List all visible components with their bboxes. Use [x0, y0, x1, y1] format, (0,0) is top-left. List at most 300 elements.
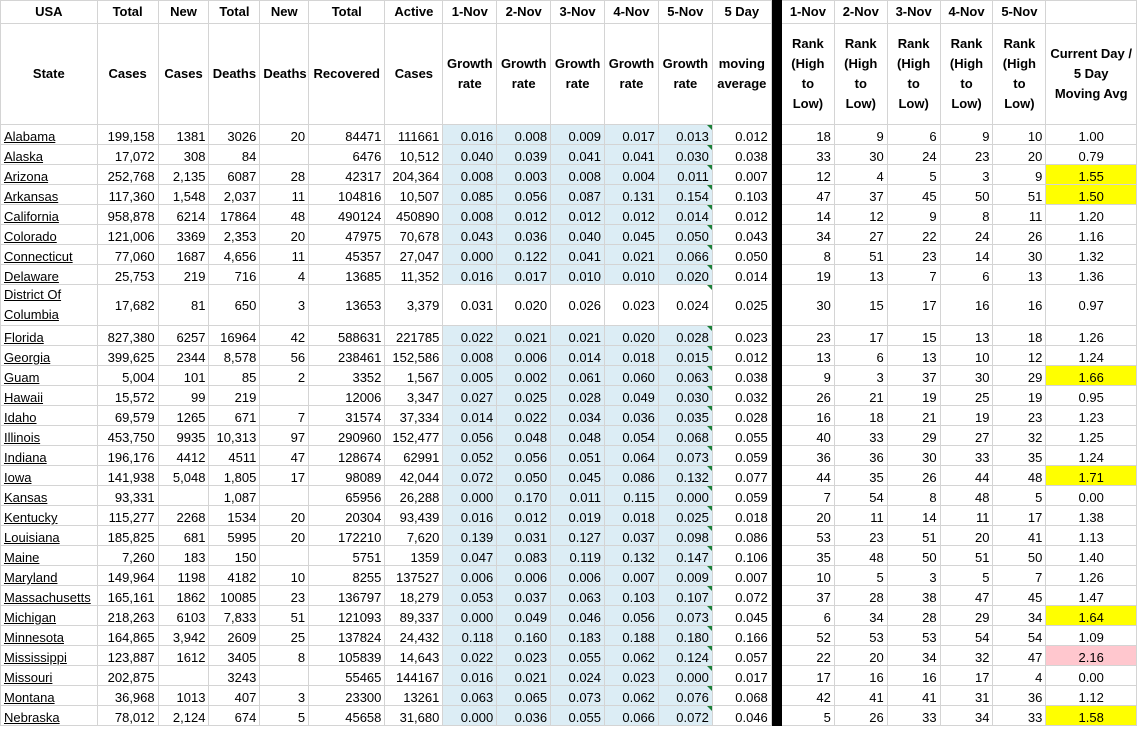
growth-rate-cell: 0.160 [497, 626, 551, 646]
rank-cell: 11 [940, 506, 993, 526]
growth-rate-cell: 0.021 [605, 245, 659, 265]
ratio-cell: 1.24 [1046, 446, 1137, 466]
rank-cell: 14 [887, 506, 940, 526]
growth-rate-cell: 0.072 [443, 466, 497, 486]
moving-average-cell: 0.007 [712, 566, 771, 586]
moving-average-cell: 0.023 [712, 326, 771, 346]
state-link[interactable]: Delaware [1, 265, 98, 285]
column-header: 2-Nov [834, 1, 887, 24]
growth-rate-cell: 0.004 [605, 165, 659, 185]
active-cases-cell: 450890 [385, 205, 443, 225]
rank-cell: 19 [940, 406, 993, 426]
growth-rate-cell: 0.046 [551, 606, 605, 626]
total-deaths-cell: 671 [209, 406, 260, 426]
active-cases-cell: 152,586 [385, 346, 443, 366]
rank-cell: 5 [887, 165, 940, 185]
total-deaths-cell: 3243 [209, 666, 260, 686]
state-link[interactable]: Montana [1, 686, 98, 706]
rank-cell: 12 [781, 165, 834, 185]
state-link[interactable]: Connecticut [1, 245, 98, 265]
new-cases-cell: 681 [158, 526, 209, 546]
state-link[interactable]: Maryland [1, 566, 98, 586]
growth-rate-cell: 0.055 [551, 646, 605, 666]
ratio-cell: 1.50 [1046, 185, 1137, 205]
growth-rate-cell: 0.127 [551, 526, 605, 546]
new-cases-cell: 101 [158, 366, 209, 386]
state-link[interactable]: Colorado [1, 225, 98, 245]
ratio-cell: 1.23 [1046, 406, 1137, 426]
column-header: Cases [158, 24, 209, 125]
growth-rate-cell: 0.086 [605, 466, 659, 486]
rank-cell: 17 [781, 666, 834, 686]
column-header: 1-Nov [443, 1, 497, 24]
growth-rate-cell: 0.017 [497, 265, 551, 285]
state-link[interactable]: Kentucky [1, 506, 98, 526]
growth-rate-cell: 0.026 [551, 285, 605, 326]
growth-rate-cell: 0.000 [658, 486, 712, 506]
column-separator [771, 706, 781, 726]
recovered-cell: 5751 [309, 546, 385, 566]
total-deaths-cell: 1534 [209, 506, 260, 526]
rank-cell: 7 [887, 265, 940, 285]
rank-cell: 41 [993, 526, 1046, 546]
column-header: Growth rate [658, 24, 712, 125]
column-header: 4-Nov [940, 1, 993, 24]
active-cases-cell: 13261 [385, 686, 443, 706]
column-separator [771, 346, 781, 366]
ratio-cell: 0.97 [1046, 285, 1137, 326]
moving-average-cell: 0.032 [712, 386, 771, 406]
ratio-cell: 1.40 [1046, 546, 1137, 566]
ratio-cell: 0.79 [1046, 145, 1137, 165]
total-deaths-cell: 10085 [209, 586, 260, 606]
growth-rate-cell: 0.011 [658, 165, 712, 185]
new-deaths-cell: 5 [260, 706, 309, 726]
column-header: Growth rate [551, 24, 605, 125]
rank-cell: 22 [887, 225, 940, 245]
new-deaths-cell: 3 [260, 686, 309, 706]
growth-rate-cell: 0.031 [443, 285, 497, 326]
growth-rate-cell: 0.008 [551, 165, 605, 185]
column-header: State [1, 24, 98, 125]
rank-cell: 3 [834, 366, 887, 386]
rank-cell: 10 [993, 125, 1046, 145]
column-header: Growth rate [497, 24, 551, 125]
new-deaths-cell: 28 [260, 165, 309, 185]
growth-rate-cell: 0.008 [443, 346, 497, 366]
column-separator [771, 125, 781, 145]
recovered-cell: 45658 [309, 706, 385, 726]
total-cases-cell: 93,331 [97, 486, 158, 506]
rank-cell: 8 [887, 486, 940, 506]
active-cases-cell: 14,643 [385, 646, 443, 666]
state-link[interactable]: District Of Columbia [1, 285, 98, 326]
total-deaths-cell: 7,833 [209, 606, 260, 626]
recovered-cell: 98089 [309, 466, 385, 486]
state-link[interactable]: Minnesota [1, 626, 98, 646]
rank-cell: 53 [887, 626, 940, 646]
rank-cell: 4 [993, 666, 1046, 686]
rank-cell: 19 [887, 386, 940, 406]
ratio-cell: 1.47 [1046, 586, 1137, 606]
column-header: Deaths [209, 24, 260, 125]
growth-rate-cell: 0.061 [551, 366, 605, 386]
rank-cell: 16 [940, 285, 993, 326]
state-link[interactable]: Alaska [1, 145, 98, 165]
recovered-cell: 42317 [309, 165, 385, 185]
growth-rate-cell: 0.014 [443, 406, 497, 426]
growth-rate-cell: 0.045 [551, 466, 605, 486]
column-separator [771, 506, 781, 526]
active-cases-cell: 204,364 [385, 165, 443, 185]
growth-rate-cell: 0.056 [443, 426, 497, 446]
rank-cell: 34 [993, 606, 1046, 626]
rank-cell: 3 [940, 165, 993, 185]
new-cases-cell: 4412 [158, 446, 209, 466]
table-row [1, 346, 1137, 366]
rank-cell: 7 [993, 566, 1046, 586]
growth-rate-cell: 0.000 [443, 245, 497, 265]
new-deaths-cell [260, 546, 309, 566]
new-cases-cell: 1612 [158, 646, 209, 666]
rank-cell: 45 [887, 185, 940, 205]
state-link[interactable]: Guam [1, 366, 98, 386]
active-cases-cell: 144167 [385, 666, 443, 686]
recovered-cell: 137824 [309, 626, 385, 646]
ratio-cell: 1.26 [1046, 566, 1137, 586]
ratio-cell: 2.16 [1046, 646, 1137, 666]
total-cases-cell: 164,865 [97, 626, 158, 646]
recovered-cell: 12006 [309, 386, 385, 406]
growth-rate-cell: 0.018 [605, 346, 659, 366]
moving-average-cell: 0.068 [712, 686, 771, 706]
recovered-cell: 84471 [309, 125, 385, 145]
total-cases-cell: 78,012 [97, 706, 158, 726]
rank-cell: 23 [887, 245, 940, 265]
recovered-cell: 13685 [309, 265, 385, 285]
moving-average-cell: 0.106 [712, 546, 771, 566]
rank-cell: 15 [834, 285, 887, 326]
new-cases-cell: 183 [158, 546, 209, 566]
total-cases-cell: 453,750 [97, 426, 158, 446]
rank-cell: 34 [887, 646, 940, 666]
total-deaths-cell: 650 [209, 285, 260, 326]
total-cases-cell: 399,625 [97, 346, 158, 366]
table-body [1, 125, 1137, 726]
rank-cell: 16 [993, 285, 1046, 326]
growth-rate-cell: 0.020 [658, 265, 712, 285]
growth-rate-cell: 0.027 [443, 386, 497, 406]
rank-cell: 13 [781, 346, 834, 366]
rank-cell: 17 [834, 326, 887, 346]
total-deaths-cell: 84 [209, 145, 260, 165]
rank-cell: 54 [834, 486, 887, 506]
new-deaths-cell: 11 [260, 185, 309, 205]
growth-rate-cell: 0.115 [605, 486, 659, 506]
column-header [1046, 1, 1137, 24]
growth-rate-cell: 0.009 [551, 125, 605, 145]
table-row [1, 265, 1137, 285]
column-header: Active [385, 1, 443, 24]
active-cases-cell: 37,334 [385, 406, 443, 426]
growth-rate-cell: 0.053 [443, 586, 497, 606]
moving-average-cell: 0.018 [712, 506, 771, 526]
rank-cell: 42 [781, 686, 834, 706]
growth-rate-cell: 0.073 [551, 686, 605, 706]
moving-average-cell: 0.050 [712, 245, 771, 265]
growth-rate-cell: 0.118 [443, 626, 497, 646]
growth-rate-cell: 0.050 [658, 225, 712, 245]
growth-rate-cell: 0.018 [605, 506, 659, 526]
state-link[interactable]: Maine [1, 546, 98, 566]
total-cases-cell: 958,878 [97, 205, 158, 225]
total-deaths-cell: 2,037 [209, 185, 260, 205]
growth-rate-cell: 0.034 [551, 406, 605, 426]
total-cases-cell: 25,753 [97, 265, 158, 285]
growth-rate-cell: 0.021 [497, 666, 551, 686]
table-row [1, 466, 1137, 486]
rank-cell: 21 [887, 406, 940, 426]
rank-cell: 51 [993, 185, 1046, 205]
total-cases-cell: 36,968 [97, 686, 158, 706]
column-separator [771, 646, 781, 666]
growth-rate-cell: 0.048 [497, 426, 551, 446]
rank-cell: 31 [940, 686, 993, 706]
column-header: 5-Nov [658, 1, 712, 24]
rank-cell: 47 [940, 586, 993, 606]
rank-cell: 48 [940, 486, 993, 506]
state-link[interactable]: Louisiana [1, 526, 98, 546]
state-link[interactable]: Michigan [1, 606, 98, 626]
new-deaths-cell: 23 [260, 586, 309, 606]
column-separator [771, 386, 781, 406]
total-cases-cell: 7,260 [97, 546, 158, 566]
rank-cell: 13 [993, 265, 1046, 285]
state-link[interactable]: Alabama [1, 125, 98, 145]
growth-rate-cell: 0.006 [497, 566, 551, 586]
new-cases-cell: 99 [158, 386, 209, 406]
new-deaths-cell: 47 [260, 446, 309, 466]
rank-cell: 36 [781, 446, 834, 466]
table-row [1, 185, 1137, 205]
state-link[interactable]: California [1, 205, 98, 225]
rank-cell: 17 [887, 285, 940, 326]
recovered-cell: 13653 [309, 285, 385, 326]
new-cases-cell: 1265 [158, 406, 209, 426]
state-link[interactable]: Hawaii [1, 386, 98, 406]
ratio-cell: 1.20 [1046, 205, 1137, 225]
table-row [1, 526, 1137, 546]
column-separator [771, 24, 781, 125]
new-deaths-cell [260, 386, 309, 406]
growth-rate-cell: 0.028 [658, 326, 712, 346]
table-row [1, 706, 1137, 726]
growth-rate-cell: 0.006 [551, 566, 605, 586]
growth-rate-cell: 0.008 [443, 205, 497, 225]
new-cases-cell: 1687 [158, 245, 209, 265]
moving-average-cell: 0.038 [712, 366, 771, 386]
active-cases-cell: 70,678 [385, 225, 443, 245]
total-cases-cell: 196,176 [97, 446, 158, 466]
new-deaths-cell: 11 [260, 245, 309, 265]
column-header: moving average [712, 24, 771, 125]
column-header: Rank (High to Low) [781, 24, 834, 125]
new-cases-cell: 1862 [158, 586, 209, 606]
column-separator [771, 285, 781, 326]
moving-average-cell: 0.025 [712, 285, 771, 326]
growth-rate-cell: 0.036 [497, 225, 551, 245]
new-cases-cell: 81 [158, 285, 209, 326]
rank-cell: 18 [781, 125, 834, 145]
state-link[interactable]: Illinois [1, 426, 98, 446]
column-separator [771, 446, 781, 466]
growth-rate-cell: 0.087 [551, 185, 605, 205]
active-cases-cell: 1,567 [385, 366, 443, 386]
moving-average-cell: 0.077 [712, 466, 771, 486]
rank-cell: 22 [781, 646, 834, 666]
rank-cell: 51 [940, 546, 993, 566]
column-separator [771, 265, 781, 285]
column-header: Rank (High to Low) [940, 24, 993, 125]
rank-cell: 48 [993, 466, 1046, 486]
rank-cell: 20 [993, 145, 1046, 165]
rank-cell: 7 [781, 486, 834, 506]
moving-average-cell: 0.086 [712, 526, 771, 546]
new-deaths-cell [260, 666, 309, 686]
rank-cell: 18 [993, 326, 1046, 346]
total-deaths-cell: 85 [209, 366, 260, 386]
state-link[interactable]: Mississippi [1, 646, 98, 666]
active-cases-cell: 111661 [385, 125, 443, 145]
growth-rate-cell: 0.063 [551, 586, 605, 606]
recovered-cell: 31574 [309, 406, 385, 426]
rank-cell: 29 [887, 426, 940, 446]
rank-cell: 17 [940, 666, 993, 686]
state-link[interactable]: Nebraska [1, 706, 98, 726]
column-header: 2-Nov [497, 1, 551, 24]
growth-rate-cell: 0.063 [443, 686, 497, 706]
rank-cell: 54 [940, 626, 993, 646]
recovered-cell: 105839 [309, 646, 385, 666]
growth-rate-cell: 0.183 [551, 626, 605, 646]
growth-rate-cell: 0.016 [443, 125, 497, 145]
growth-rate-cell: 0.055 [551, 706, 605, 726]
moving-average-cell: 0.043 [712, 225, 771, 245]
rank-cell: 28 [887, 606, 940, 626]
growth-rate-cell: 0.049 [605, 386, 659, 406]
rank-cell: 14 [781, 205, 834, 225]
state-link[interactable]: Iowa [1, 466, 98, 486]
rank-cell: 9 [940, 125, 993, 145]
growth-rate-cell: 0.119 [551, 546, 605, 566]
growth-rate-cell: 0.020 [605, 326, 659, 346]
new-cases-cell [158, 486, 209, 506]
growth-rate-cell: 0.066 [658, 245, 712, 265]
new-cases-cell: 2,124 [158, 706, 209, 726]
new-deaths-cell: 2 [260, 366, 309, 386]
growth-rate-cell: 0.040 [443, 145, 497, 165]
active-cases-cell: 10,512 [385, 145, 443, 165]
growth-rate-cell: 0.020 [497, 285, 551, 326]
new-cases-cell: 9935 [158, 426, 209, 446]
moving-average-cell: 0.057 [712, 646, 771, 666]
ratio-cell: 1.13 [1046, 526, 1137, 546]
rank-cell: 37 [887, 366, 940, 386]
rank-cell: 11 [834, 506, 887, 526]
growth-rate-cell: 0.005 [443, 366, 497, 386]
rank-cell: 35 [993, 446, 1046, 466]
rank-cell: 5 [781, 706, 834, 726]
rank-cell: 54 [993, 626, 1046, 646]
rank-cell: 33 [993, 706, 1046, 726]
rank-cell: 23 [834, 526, 887, 546]
growth-rate-cell: 0.064 [605, 446, 659, 466]
rank-cell: 21 [834, 386, 887, 406]
growth-rate-cell: 0.023 [605, 666, 659, 686]
column-separator [771, 486, 781, 506]
growth-rate-cell: 0.039 [497, 145, 551, 165]
state-link[interactable]: Idaho [1, 406, 98, 426]
ratio-cell: 1.26 [1046, 326, 1137, 346]
growth-rate-cell: 0.154 [658, 185, 712, 205]
new-deaths-cell: 7 [260, 406, 309, 426]
rank-cell: 35 [781, 546, 834, 566]
state-link[interactable]: Georgia [1, 346, 98, 366]
state-link[interactable]: Massachusetts [1, 586, 98, 606]
column-header: 3-Nov [887, 1, 940, 24]
growth-rate-cell: 0.007 [605, 566, 659, 586]
rank-cell: 16 [887, 666, 940, 686]
rank-cell: 50 [887, 546, 940, 566]
total-deaths-cell: 219 [209, 386, 260, 406]
growth-rate-cell: 0.036 [497, 706, 551, 726]
ratio-cell: 1.12 [1046, 686, 1137, 706]
active-cases-cell: 3,347 [385, 386, 443, 406]
column-separator [771, 606, 781, 626]
state-link[interactable]: Indiana [1, 446, 98, 466]
state-link[interactable]: Florida [1, 326, 98, 346]
total-deaths-cell: 4,656 [209, 245, 260, 265]
table-row [1, 125, 1137, 145]
column-header: 1-Nov [781, 1, 834, 24]
active-cases-cell: 137527 [385, 566, 443, 586]
state-link[interactable]: Arizona [1, 165, 98, 185]
active-cases-cell: 18,279 [385, 586, 443, 606]
total-cases-cell: 115,277 [97, 506, 158, 526]
rank-cell: 11 [993, 205, 1046, 225]
state-link[interactable]: Missouri [1, 666, 98, 686]
ratio-cell: 0.00 [1046, 666, 1137, 686]
active-cases-cell: 11,352 [385, 265, 443, 285]
rank-cell: 6 [781, 606, 834, 626]
ratio-cell: 1.64 [1046, 606, 1137, 626]
rank-cell: 40 [781, 426, 834, 446]
growth-rate-cell: 0.000 [443, 606, 497, 626]
active-cases-cell: 89,337 [385, 606, 443, 626]
table-row [1, 386, 1137, 406]
state-link[interactable]: Kansas [1, 486, 98, 506]
rank-cell: 51 [834, 245, 887, 265]
rank-cell: 12 [993, 346, 1046, 366]
new-cases-cell: 1013 [158, 686, 209, 706]
new-deaths-cell: 17 [260, 466, 309, 486]
rank-cell: 33 [940, 446, 993, 466]
rank-cell: 36 [834, 446, 887, 466]
state-link[interactable]: Arkansas [1, 185, 98, 205]
growth-rate-cell: 0.066 [605, 706, 659, 726]
total-deaths-cell: 4182 [209, 566, 260, 586]
table-row [1, 426, 1137, 446]
